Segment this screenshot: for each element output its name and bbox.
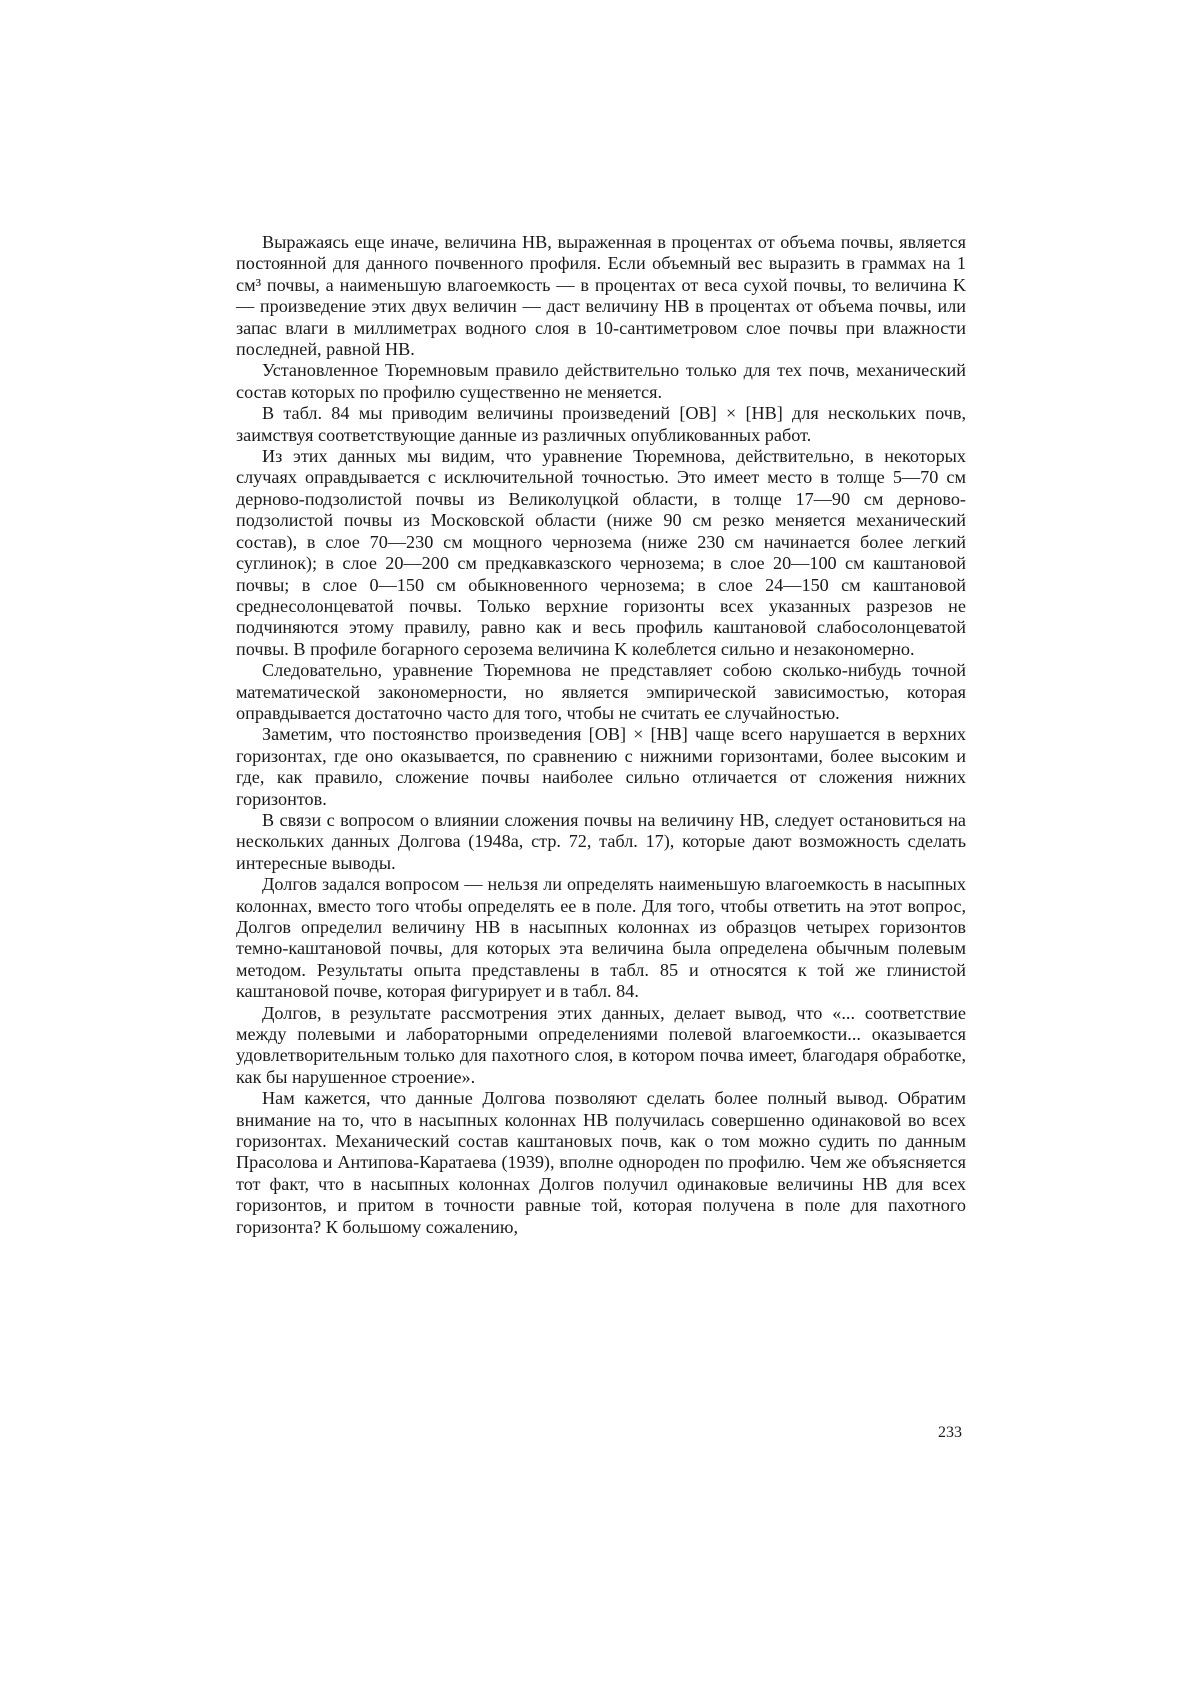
paragraph: Установленное Тюремновым правило действительно только для тех почв, механический состав которых по профилю существенно не меняется. (236, 360, 966, 402)
page-body (236, 232, 966, 1238)
paragraph: Заметим, что постоянство произведения [ОВ] × [НВ] чаще всего нарушается в верхних горизонтах, где оно оказывается, по сравнению с нижними горизонтами, более высоким и где, как правило, сложение почвы наиболее сильно отличается от сложения нижних горизонтов. (236, 724, 966, 809)
page-number: 233 (938, 1424, 962, 1441)
paragraph: В связи с вопросом о влиянии сложения почвы на величину НВ, следует остановиться на нескольких данных Долгова (1948а, стр. 72, табл. 17), которые дают возможность сделать интересные выводы. (236, 809, 966, 873)
paragraph: Из этих данных мы видим, что уравнение Тюремнова, действительно, в некоторых случаях оправдывается с исключительной точностью. Это имеет место в толще 5—70 см дерново-подзолистой почвы из Великолуцкой области, в толще 17—90 см дерново-подзолистой почвы из Московской области (ниже 90 см резко меняется механический состав), в слое 70—230 см мощного чернозема (ниже 230 см начинается более легкий суглинок); в слое 20—200 см предкавказского чернозема; в слое 20—100 см каштановой почвы; в слое 0—150 см обыкновенного чернозема; в слое 24—150 см каштановой среднесолонцеватой почвы. Только верхние горизонты всех указанных разрезов не подчиняются этому правилу, равно как и весь профиль каштановой слабосолонцеватой почвы. В профиле богарного сероземa величина K колеблется сильно и незакономерно. (236, 446, 966, 659)
paragraph: В табл. 84 мы приводим величины произведений [ОВ] × [НВ] для нескольких почв, заимствуя соответствующие данные из различных опубликованных работ. (236, 403, 966, 445)
paragraph: Долгов, в результате рассмотрения этих данных, делает вывод, что «... соответствие между полевыми и лабораторными определениями полевой влагоемкости... оказывается удовлетворительным только для пахотного слоя, в котором почва имеет, благодаря обработке, как бы нарушенное строение». (236, 1002, 966, 1087)
paragraph: Долгов задался вопросом — нельзя ли определять наименьшую влагоемкость в насыпных колоннах, вместо того чтобы определять ее в поле. Для того, чтобы ответить на этот вопрос, Долгов определил величину НВ в насыпных колоннах из образцов четырех горизонтов темно-каштановой почвы, для которых эта величина была определена обычным полевым методом. Результаты опыта представлены в табл. 85 и относятся к той же глинистой каштановой почве, которая фигурирует и в табл. 84. (236, 874, 966, 1002)
paragraph: Следовательно, уравнение Тюремнова не представляет собою сколько-нибудь точной математической закономерности, но является эмпирической зависимостью, которая оправдывается достаточно часто для того, чтобы не считать ее случайностью. (236, 660, 966, 723)
paragraph: Нам кажется, что данные Долгова позволяют сделать более полный вывод. Обратим внимание на то, что в насыпных колоннах НВ получилась совершенно одинаковой во всех горизонтах. Механический состав каштановых почв, как о том можно судить по данным Прасолова и Антипова-Каратаева (1939), вполне однороден по профилю. Чем же объясняется тот факт, что в насыпных колоннах Долгов получил одинаковые величины НВ для всех горизонтов, и притом в точности равные той, которая получена в поле для пахотного горизонта? К большому сожалению, (236, 1088, 966, 1237)
paragraph: Выражаясь еще иначе, величина НВ, выраженная в процентах от объема почвы, является постоянной для данного почвенного профиля. Если объемный вес выразить в граммах на 1 см³ почвы, а наименьшую влагоемкость — в процентах от веса сухой почвы, то величина K — произведение этих двух величин — даст величину НВ в процентах от объема почвы, или запас влаги в миллиметрах водного слоя в 10-сантиметровом слое почвы при влажности последней, равной НВ. (236, 232, 966, 360)
